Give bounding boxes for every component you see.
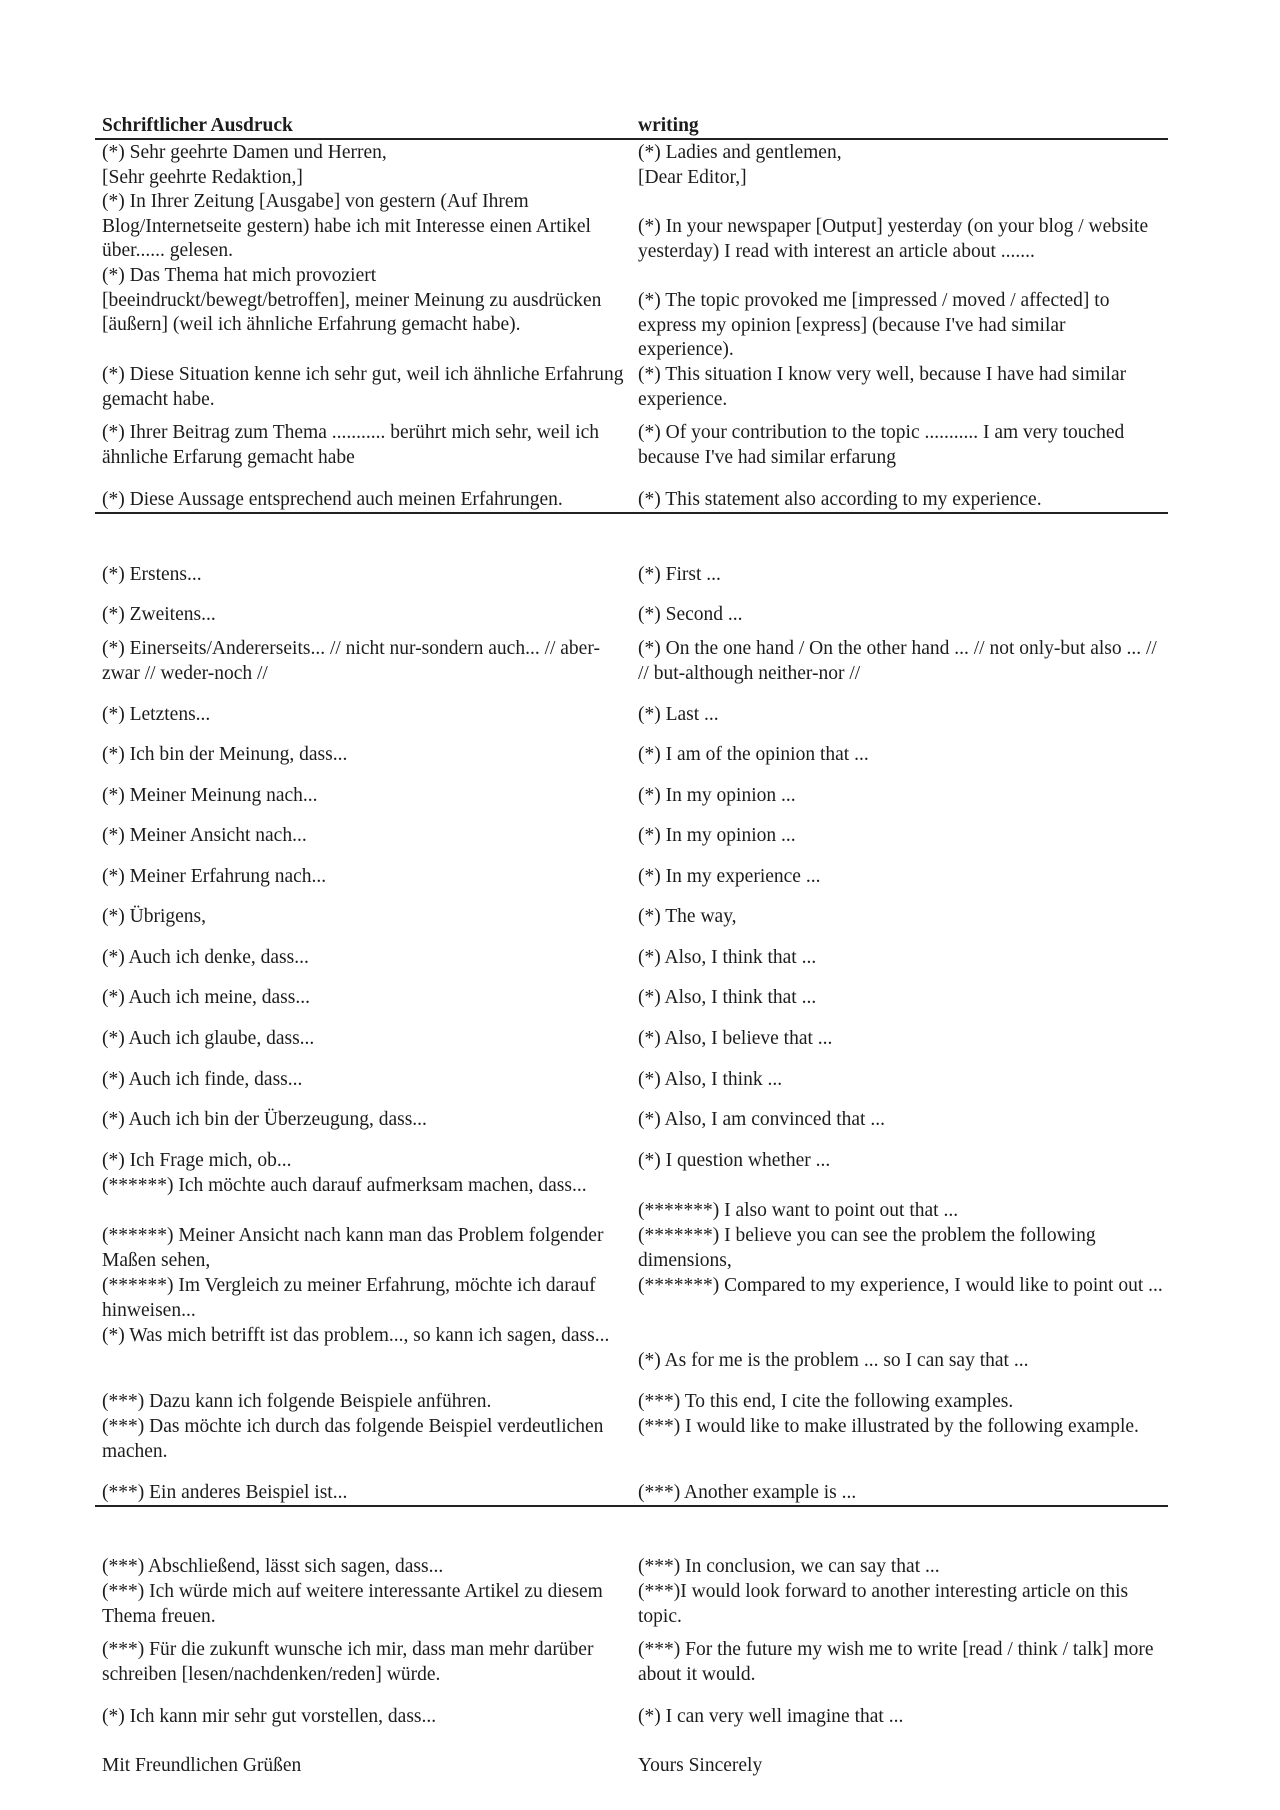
english-phrase: (*) This situation I know very well, because I have had similar experience. (638, 364, 1127, 410)
german-phrase: (*) Auch ich bin der Überzeugung, dass... (102, 1109, 427, 1130)
english-phrase: (*) Last ... (638, 704, 719, 725)
german-phrase: (***) Das möchte ich durch das folgende Beispiel verdeutlichen machen. (102, 1416, 604, 1462)
german-phrase: (*) Was mich betrifft ist das problem..., so kann ich sagen, dass... (102, 1325, 610, 1346)
closing-english: Yours Sincerely (638, 1755, 763, 1776)
german-phrase: (*) Ich Frage mich, ob... (102, 1150, 292, 1171)
english-phrase: (*******) Compared to my experience, I would like to point out ... (638, 1275, 1163, 1296)
german-phrase: (***) Ein anderes Beispiel ist... (102, 1482, 348, 1503)
english-phrase: (*) Also, I think that ... (638, 947, 817, 968)
english-phrase: (***) To this end, I cite the following examples. (638, 1391, 1014, 1412)
german-phrase: (***) Dazu kann ich folgende Beispiele anführen. (102, 1391, 492, 1412)
english-phrase: (*) As for me is the problem ... so I can say that ... (638, 1350, 1029, 1371)
german-phrase: (******) Meiner Ansicht nach kann man das Problem folgender Maßen sehen, (102, 1225, 604, 1271)
english-phrase: (*) Ladies and gentlemen, [Dear Editor,] (638, 142, 842, 188)
german-phrase: (*) Erstens... (102, 564, 202, 585)
english-phrase: (*) Also, I think ... (638, 1069, 783, 1090)
english-phrase: (*) Also, I am convinced that ... (638, 1109, 885, 1130)
english-phrase: (***) Another example is ... (638, 1482, 857, 1503)
english-phrase: (*) Second ... (638, 604, 743, 625)
english-phrase: (*) Of your contribution to the topic ........... I am very touched because I've had similar erfarung (638, 422, 1125, 468)
english-phrase: (*) The way, (638, 906, 737, 927)
english-phrase: (*) Also, I believe that ... (638, 1028, 833, 1049)
english-phrase: (*) This statement also according to my experience. (638, 489, 1042, 510)
english-phrase: (*) I question whether ... (638, 1150, 831, 1171)
german-phrase: (******) Im Vergleich zu meiner Erfahrung, möchte ich darauf hinweisen... (102, 1275, 596, 1321)
table-header (95, 113, 1168, 140)
german-phrase: (*) Auch ich meine, dass... (102, 987, 310, 1008)
english-phrase: (***) I would like to make illustrated by the following example. (638, 1416, 1139, 1437)
english-phrase: (***)I would look forward to another interesting article on this topic. (638, 1581, 1129, 1627)
german-phrase: (***) Abschließend, lässt sich sagen, dass... (102, 1556, 444, 1577)
german-phrase: (*) Diese Situation kenne ich sehr gut, weil ich ähnliche Erfahrung gemacht habe. (102, 364, 624, 410)
english-phrase: (***) For the future my wish me to write [read / think / talk] more about it would. (638, 1639, 1154, 1685)
english-phrase: (*******) I believe you can see the problem the following dimensions, (638, 1225, 1096, 1271)
german-phrase: (*) Diese Aussage entsprechend auch meinen Erfahrungen. (102, 489, 563, 510)
header-german: Schriftlicher Ausdruck (102, 115, 293, 136)
german-phrase: (*) Meiner Ansicht nach... (102, 825, 307, 846)
english-phrase: (*) On the one hand / On the other hand ... // not only-but also ... // // but-although neither-nor // (638, 638, 1157, 684)
english-phrase: (*******) I also want to point out that ... (638, 1200, 959, 1221)
english-phrase: (*) Also, I think that ... (638, 987, 817, 1008)
german-phrase: (*) Meiner Meinung nach... (102, 785, 318, 806)
english-phrase: (*) The topic provoked me [impressed / moved / affected] to express my opinion [express] (because I've had similar experience). (638, 290, 1110, 361)
english-phrase: (*) First ... (638, 564, 721, 585)
english-phrase: (*) In my opinion ... (638, 825, 796, 846)
german-phrase: (*) Einerseits/Andererseits... // nicht nur-sondern auch... // aber-zwar // weder-noch // (102, 638, 600, 684)
german-phrase: (*) In Ihrer Zeitung [Ausgabe] von gestern (Auf Ihrem Blog/Internetseite gestern) habe ich mit Interesse einen Artikel über...... gelesen. (102, 191, 591, 262)
english-phrase: (*) In my opinion ... (638, 785, 796, 806)
german-phrase: (*) Sehr geehrte Damen und Herren, [Sehr geehrte Redaktion,] (102, 142, 387, 188)
german-phrase: (*) Übrigens, (102, 906, 206, 927)
german-phrase: (***) Für die zukunft wunsche ich mir, dass man mehr darüber schreiben [lesen/nachdenken/reden] würde. (102, 1639, 594, 1685)
german-phrase: (*) Ihrer Beitrag zum Thema ........... berührt mich sehr, weil ich ähnliche Erfarung gemacht habe (102, 422, 600, 468)
section-divider (95, 1505, 1168, 1507)
german-phrase: (*) Letztens... (102, 704, 211, 725)
english-phrase: (*) I can very well imagine that ... (638, 1706, 904, 1727)
german-phrase: (******) Ich möchte auch darauf aufmerksam machen, dass... (102, 1175, 587, 1196)
section-divider (95, 512, 1168, 514)
german-phrase: (*) Auch ich glaube, dass... (102, 1028, 315, 1049)
english-phrase: (*) In my experience ... (638, 866, 821, 887)
closing-german: Mit Freundlichen Grüßen (102, 1755, 302, 1776)
german-phrase: (*) Ich kann mir sehr gut vorstellen, dass... (102, 1706, 437, 1727)
german-phrase: (*) Zweitens... (102, 604, 216, 625)
german-phrase: (*) Ich bin der Meinung, dass... (102, 744, 348, 765)
german-phrase: (*) Auch ich denke, dass... (102, 947, 309, 968)
header-english: writing (638, 115, 699, 136)
german-phrase: (*) Meiner Erfahrung nach... (102, 866, 327, 887)
english-phrase: (*) I am of the opinion that ... (638, 744, 869, 765)
german-phrase: (*) Das Thema hat mich provoziert [beeindruckt/bewegt/betroffen], meiner Meinung zu ausdrücken [äußern] (weil ich ähnliche Erfahrung gemacht habe). (102, 265, 602, 336)
german-phrase: (*) Auch ich finde, dass... (102, 1069, 303, 1090)
english-phrase: (***) In conclusion, we can say that ... (638, 1556, 940, 1577)
german-phrase: (***) Ich würde mich auf weitere interessante Artikel zu diesem Thema freuen. (102, 1581, 603, 1627)
english-phrase: (*) In your newspaper [Output] yesterday (on your blog / website yesterday) I read with interest an article about ....... (638, 216, 1149, 262)
